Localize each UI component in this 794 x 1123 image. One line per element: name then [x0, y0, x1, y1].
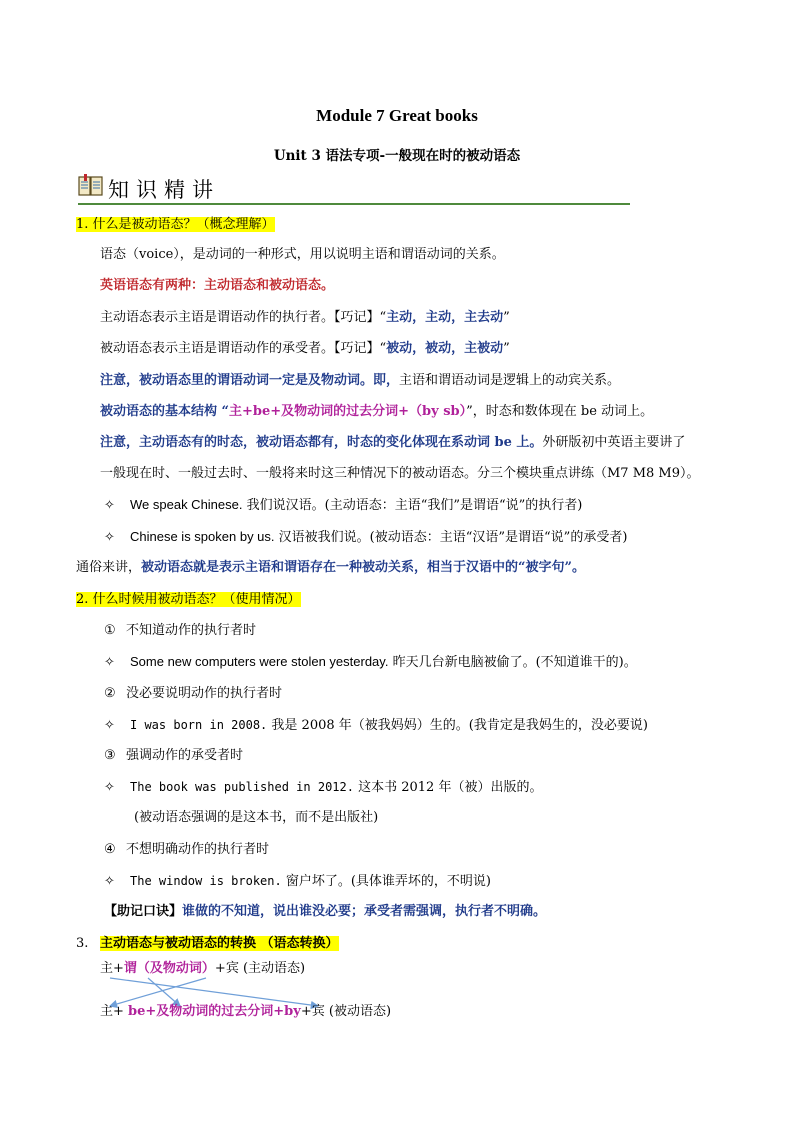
- s1-example-2: [104, 528, 627, 547]
- section-header-text: 知识精讲: [108, 178, 220, 202]
- s1-ex1-zh: 我们说汉语。(主动语态：主语“我们”是谓语“说”的执行者): [242, 498, 583, 513]
- s2-example-1: [104, 653, 637, 672]
- s2-case-3: [104, 747, 243, 765]
- s2-case-4: [104, 841, 269, 859]
- s1-heading-text: 1. 什么是被动语态？（概念理解）: [76, 217, 275, 232]
- diamond-star-icon: ✧: [104, 498, 115, 513]
- s1-p4-a: 被动语态表示主语是谓语动作的承受者。【巧记】“: [100, 341, 387, 356]
- s1-p9: [76, 559, 585, 577]
- s2-case-1-num: ①: [104, 623, 116, 638]
- s2-ex2-en: I was born in 2008.: [130, 718, 268, 732]
- s3-number: 3.: [76, 936, 89, 951]
- s2-case-4-text: 不想明确动作的执行者时: [126, 842, 270, 857]
- diamond-star-icon: ✧: [104, 780, 115, 795]
- s1-p2-text: 英语语态有两种：主动语态和被动语态。: [100, 278, 335, 293]
- s2-case-2: [104, 685, 282, 703]
- s1-p7-b: 外研版初中英语主要讲了: [542, 435, 686, 450]
- s3-active-verb: 谓（及物动词）: [123, 961, 215, 976]
- diamond-star-icon: ✧: [104, 530, 115, 545]
- s2-example-4: [104, 872, 491, 891]
- s1-p9-a: 通俗来讲，: [76, 560, 142, 575]
- s1-p6-a: 被动语态的基本结构 “: [100, 404, 230, 419]
- s1-p4-c: ”: [503, 341, 510, 356]
- s2-case-1: [104, 622, 256, 640]
- page-subtitle: Unit 3 语法专项-一般现在时的被动语态: [273, 148, 521, 164]
- s1-p5: [100, 372, 620, 390]
- s1-p3: [100, 309, 510, 327]
- s2-case-4-num: ④: [104, 842, 116, 857]
- diamond-star-icon: ✧: [104, 874, 115, 889]
- s1-p5-a: 注意，被动语态里的谓语动词一定是及物动词。即，: [100, 373, 400, 388]
- s1-p3-a: 主动语态表示主语是谓语动作的执行者。【巧记】“: [100, 310, 387, 325]
- s2-ex1-en: Some new computers were stolen yesterday.: [130, 654, 389, 669]
- s2-case-3-text: 强调动作的承受者时: [126, 748, 244, 763]
- s2-ex4-en: The window is broken.: [130, 874, 282, 888]
- s2-example-3-note: (被动语态强调的是这本书，而不是出版社): [134, 810, 379, 825]
- s1-p3-b: 主动，主动，主去动: [386, 310, 504, 325]
- s2-mnemonic-label: 【助记口诀】: [104, 904, 183, 919]
- s3-passive-object: +宾: [300, 1004, 325, 1019]
- page-title: Module 7 Great books: [316, 106, 478, 125]
- s2-mnemonic-text: 谁做的不知道，说出谁没必要；承受者需强调，执行者不明确。: [182, 904, 547, 919]
- s2-case-2-num: ②: [104, 686, 116, 701]
- diamond-star-icon: ✧: [104, 655, 115, 670]
- arrow-subject-to-object: [110, 978, 318, 1006]
- s2-heading: [76, 591, 301, 609]
- s1-p4-b: 被动，被动，主被动: [386, 341, 504, 356]
- s3-active-subject: 主+: [100, 961, 124, 976]
- s2-ex3-en: The book was published in 2012.: [130, 780, 354, 794]
- diamond-star-icon: ✧: [104, 718, 115, 733]
- s2-ex4-zh: 窗户坏了。(具体谁弄坏的，不明说): [281, 874, 491, 889]
- s1-ex2-zh: 汉语被我们说。(被动语态：主语“汉语”是谓语“说”的承受者): [274, 530, 628, 545]
- s3-active-label: (主动语态): [238, 961, 306, 976]
- s3-passive-verb: be+及物动词的过去分词+by: [128, 1004, 301, 1019]
- s1-p1: 语态（voice），是动词的一种形式，用以说明主语和谓语动词的关系。: [100, 247, 505, 262]
- s2-case-3-num: ③: [104, 748, 116, 763]
- s1-p7: [100, 434, 685, 452]
- s3-heading: [76, 935, 339, 953]
- s1-p3-c: ”: [503, 310, 510, 325]
- s1-heading: [76, 216, 275, 234]
- s2-case-2-text: 没必要说明动作的执行者时: [126, 686, 283, 701]
- s1-p9-b: 被动语态就是表示主语和谓语存在一种被动关系，相当于汉语中的“被字句”。: [141, 560, 585, 575]
- s1-p6: [100, 403, 653, 421]
- s2-case-1-text: 不知道动作的执行者时: [126, 623, 257, 638]
- s1-p7-a: 注意，主动语态有的时态，被动语态都有，时态的变化体现在系动词 be 上。: [100, 435, 543, 450]
- section-divider: [78, 203, 630, 205]
- s1-p4: [100, 340, 510, 358]
- s1-p8: 一般现在时、一般过去时、一般将来时这三种情况下的被动语态。分三个模块重点讲练（M7 M8 M9）。: [100, 466, 700, 481]
- s3-passive-subject: 主+: [100, 1004, 129, 1019]
- s1-ex2-en: Chinese is spoken by us.: [130, 529, 275, 544]
- s3-active-object: +宾: [214, 961, 239, 976]
- s1-ex1-en: We speak Chinese.: [130, 497, 243, 512]
- s1-p2: [100, 277, 334, 295]
- s2-ex2-zh: 我是 2008 年（被我妈妈）生的。(我肯定是我妈生的，没必要说): [267, 718, 648, 733]
- arrow-verb-to-be: [148, 978, 180, 1006]
- s3-passive-label: (被动语态): [324, 1004, 392, 1019]
- s1-p6-b: 主+be+及物动词的过去分词+（by sb）: [229, 404, 467, 419]
- s2-ex3-zh: 这本书 2012 年（被）出版的。: [353, 780, 543, 795]
- s2-heading-text: 2. 什么时候用被动语态？（使用情况）: [76, 592, 301, 607]
- s1-example-1: [104, 496, 582, 515]
- arrow-object-to-subject: [110, 978, 206, 1006]
- s2-example-3: [104, 778, 542, 797]
- s3-passive-formula: [100, 1003, 391, 1021]
- book-icon: [78, 174, 104, 202]
- s2-example-2: [104, 716, 648, 735]
- s1-p6-c: ”，时态和数体现在 be 动词上。: [466, 404, 654, 419]
- s2-ex1-zh: 昨天几台新电脑被偷了。(不知道谁干的)。: [388, 655, 637, 670]
- s1-p5-b: 主语和谓语动词是逻辑上的动宾关系。: [399, 373, 621, 388]
- s2-mnemonic: [104, 903, 546, 921]
- s3-heading-text: 主动语态与被动语态的转换 （语态转换）: [100, 936, 339, 951]
